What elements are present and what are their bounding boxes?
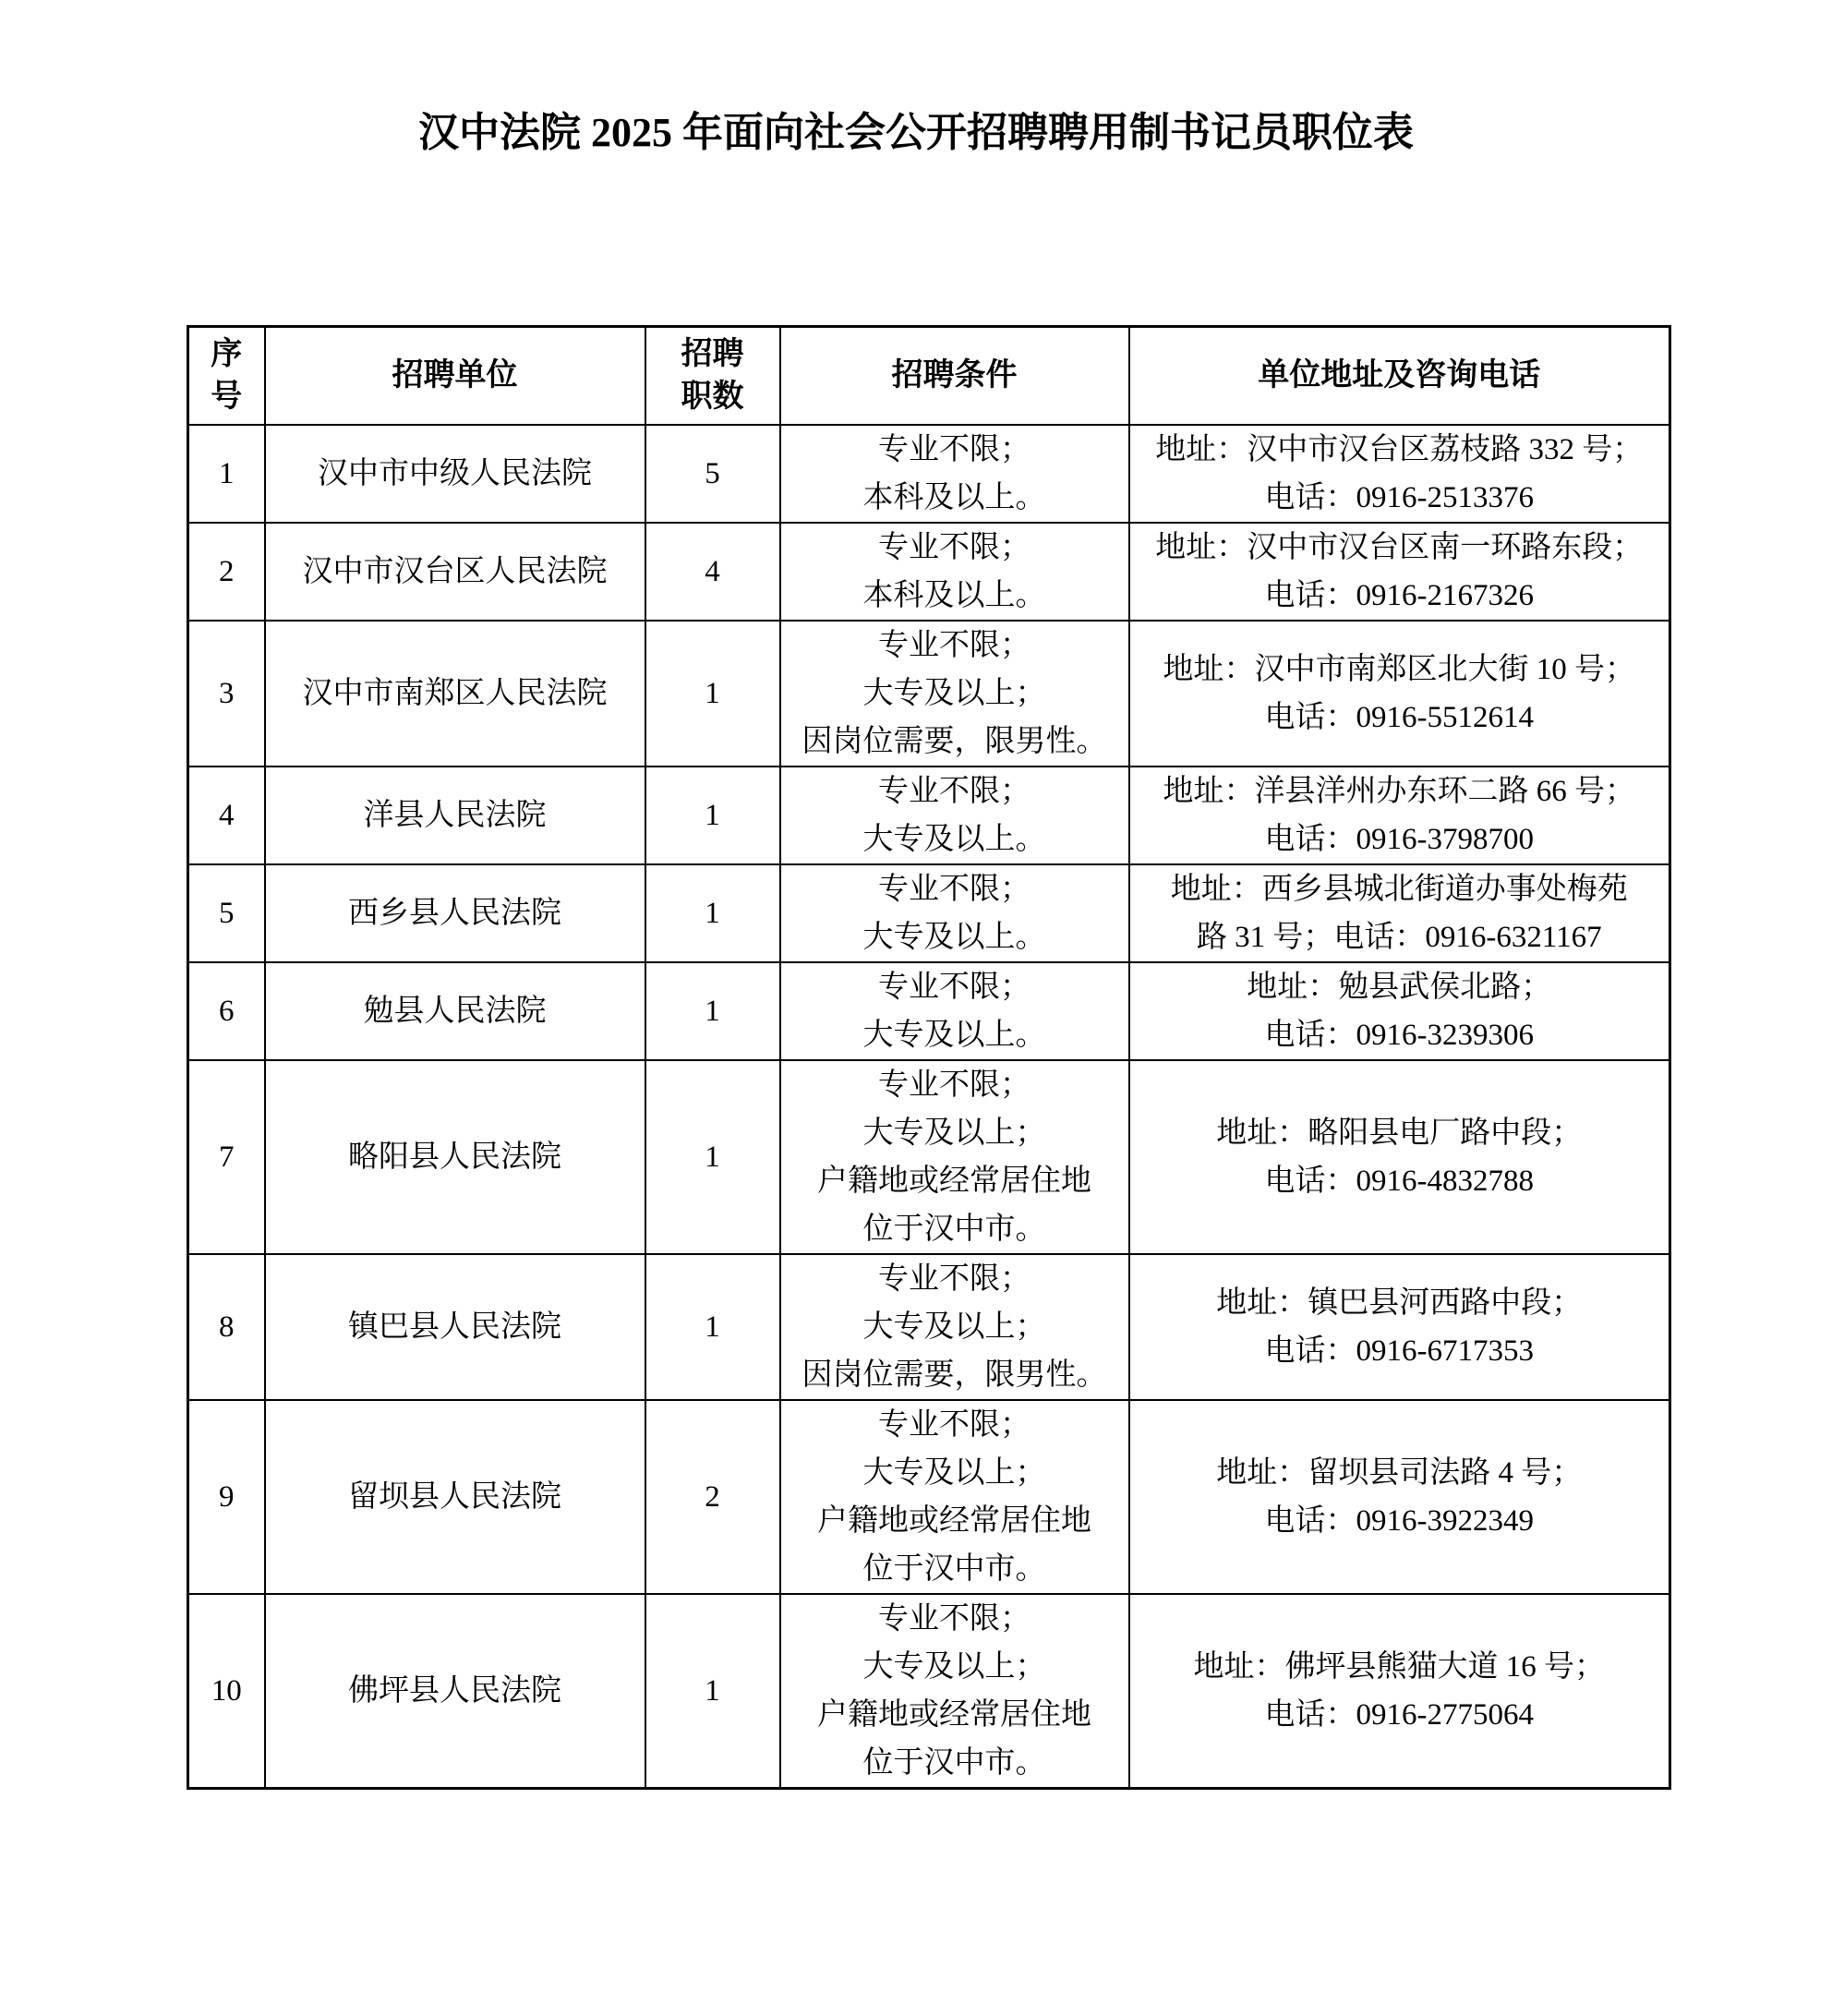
header-conditions: 招聘条件 [780,327,1129,426]
cell-conditions-line: 专业不限； [878,1262,1030,1296]
cell-conditions-line: 专业不限； [878,433,1030,466]
cell-contact [1129,1400,1670,1594]
cell-unit: 略阳县人民法院 [265,1060,645,1254]
cell-index: 8 [188,1254,265,1400]
cell-count: 1 [645,621,780,767]
cell-conditions [780,1400,1129,1594]
cell-count: 1 [645,1594,780,1789]
cell-conditions-line: 大专及以上； [862,1310,1046,1344]
header-index-line: 序 [211,337,243,371]
cell-conditions-line: 户籍地或经常居住地 [817,1165,1091,1198]
cell-conditions-line: 专业不限； [878,1408,1030,1442]
cell-conditions-line: 专业不限； [878,629,1030,662]
table-body [188,425,1670,1789]
cell-conditions-line: 专业不限； [878,775,1030,808]
cell-contact [1129,1594,1670,1789]
table-row [188,864,1670,962]
cell-unit: 镇巴县人民法院 [265,1254,645,1400]
cell-conditions-line: 户籍地或经常居住地 [817,1504,1091,1538]
cell-conditions-line: 专业不限； [878,971,1030,1004]
header-count [645,327,780,426]
table-header [188,327,1670,426]
cell-conditions-line: 大专及以上； [862,1650,1046,1684]
cell-contact-line: 地址：勉县武侯北路； [1247,971,1552,1004]
table-row [188,767,1670,864]
cell-contact-line: 电话：0916-2167326 [1264,579,1534,612]
cell-conditions-line: 本科及以上。 [862,579,1046,612]
cell-conditions-line: 大专及以上。 [862,921,1046,954]
cell-conditions-line: 大专及以上。 [862,823,1046,856]
cell-contact [1129,864,1670,962]
cell-contact-line: 电话：0916-3798700 [1264,823,1534,856]
cell-count: 1 [645,864,780,962]
table-row [188,523,1670,621]
cell-contact-line: 地址：汉中市南郑区北大街 10 号； [1163,653,1635,686]
cell-unit: 勉县人民法院 [265,962,645,1060]
table-row [188,1060,1670,1254]
cell-contact-line: 地址：汉中市汉台区南一环路东段； [1155,531,1644,564]
cell-conditions-line: 位于汉中市。 [862,1552,1046,1586]
table-row [188,621,1670,767]
cell-conditions [780,1594,1129,1789]
cell-contact-line: 地址：西乡县城北街道办事处梅苑 [1170,873,1628,906]
header-count-line: 招聘 [681,337,744,371]
cell-contact-line: 地址：镇巴县河西路中段； [1216,1286,1583,1320]
header-index [188,327,265,426]
cell-conditions [780,425,1129,523]
cell-conditions-line: 专业不限； [878,531,1030,564]
cell-index: 6 [188,962,265,1060]
table-header-row [188,327,1670,426]
cell-conditions-line: 专业不限； [878,1602,1030,1636]
cell-unit: 佛坪县人民法院 [265,1594,645,1789]
header-index-line: 号 [211,380,243,414]
cell-unit: 西乡县人民法院 [265,864,645,962]
header-contact: 单位地址及咨询电话 [1129,327,1670,426]
page-title: 汉中法院 2025 年面向社会公开招聘聘用制书记员职位表 [418,110,1414,155]
cell-unit: 汉中市汉台区人民法院 [265,523,645,621]
cell-conditions-line: 户籍地或经常居住地 [817,1698,1091,1732]
cell-count: 4 [645,523,780,621]
header-count-line: 职数 [681,380,744,414]
cell-count: 2 [645,1400,780,1594]
cell-conditions-line: 专业不限； [878,873,1030,906]
cell-conditions-line: 大专及以上。 [862,1019,1046,1052]
table-row [188,1254,1670,1400]
cell-count: 5 [645,425,780,523]
cell-index: 2 [188,523,265,621]
job-table [187,325,1671,1790]
cell-contact-line: 电话：0916-4832788 [1264,1165,1534,1198]
cell-conditions-line: 位于汉中市。 [862,1746,1046,1780]
table-row [188,425,1670,523]
cell-contact-line: 地址：汉中市汉台区荔枝路 332 号； [1155,433,1644,466]
cell-conditions-line: 专业不限； [878,1068,1030,1102]
cell-contact-line: 地址：洋县洋州办东环二路 66 号； [1163,775,1635,808]
table-row [188,962,1670,1060]
table-row [188,1400,1670,1594]
cell-conditions-line: 因岗位需要，限男性。 [802,725,1107,758]
cell-unit: 留坝县人民法院 [265,1400,645,1594]
cell-contact-line: 电话：0916-6717353 [1264,1334,1534,1368]
cell-conditions-line: 位于汉中市。 [862,1213,1046,1246]
cell-count: 1 [645,1254,780,1400]
cell-contact [1129,767,1670,864]
cell-conditions-line: 大专及以上； [862,1456,1046,1490]
cell-unit: 洋县人民法院 [265,767,645,864]
cell-conditions-line: 因岗位需要，限男性。 [802,1358,1107,1392]
cell-conditions [780,1060,1129,1254]
cell-index: 5 [188,864,265,962]
table-row [188,1594,1670,1789]
cell-index: 1 [188,425,265,523]
cell-conditions [780,864,1129,962]
cell-contact-line: 电话：0916-3922349 [1264,1504,1534,1538]
cell-conditions [780,767,1129,864]
cell-conditions-line: 大专及以上； [862,1117,1046,1150]
cell-conditions-line: 本科及以上。 [862,481,1046,514]
cell-contact [1129,621,1670,767]
cell-contact [1129,1254,1670,1400]
cell-conditions [780,962,1129,1060]
cell-count: 1 [645,767,780,864]
cell-conditions [780,523,1129,621]
cell-unit: 汉中市南郑区人民法院 [265,621,645,767]
cell-contact-line: 电话：0916-2775064 [1264,1698,1534,1732]
cell-contact-line: 地址：留坝县司法路 4 号； [1216,1456,1583,1490]
cell-index: 3 [188,621,265,767]
cell-index: 10 [188,1594,265,1789]
cell-conditions [780,621,1129,767]
cell-count: 1 [645,1060,780,1254]
cell-contact-line: 路 31 号；电话：0916-6321167 [1196,921,1602,954]
cell-conditions [780,1254,1129,1400]
document-page [0,103,1832,1790]
cell-unit: 汉中市中级人民法院 [265,425,645,523]
cell-contact-line: 电话：0916-5512614 [1264,701,1534,734]
cell-contact [1129,425,1670,523]
cell-contact [1129,962,1670,1060]
cell-contact [1129,523,1670,621]
cell-contact-line: 地址：略阳县电厂路中段； [1216,1117,1583,1150]
cell-contact-line: 电话：0916-2513376 [1264,481,1534,514]
cell-index: 7 [188,1060,265,1254]
cell-index: 9 [188,1400,265,1594]
cell-contact-line: 电话：0916-3239306 [1264,1019,1534,1052]
cell-conditions-line: 大专及以上； [862,677,1046,710]
cell-contact-line: 地址：佛坪县熊猫大道 16 号； [1193,1650,1605,1684]
cell-contact [1129,1060,1670,1254]
cell-count: 1 [645,962,780,1060]
cell-index: 4 [188,767,265,864]
header-unit: 招聘单位 [265,327,645,426]
